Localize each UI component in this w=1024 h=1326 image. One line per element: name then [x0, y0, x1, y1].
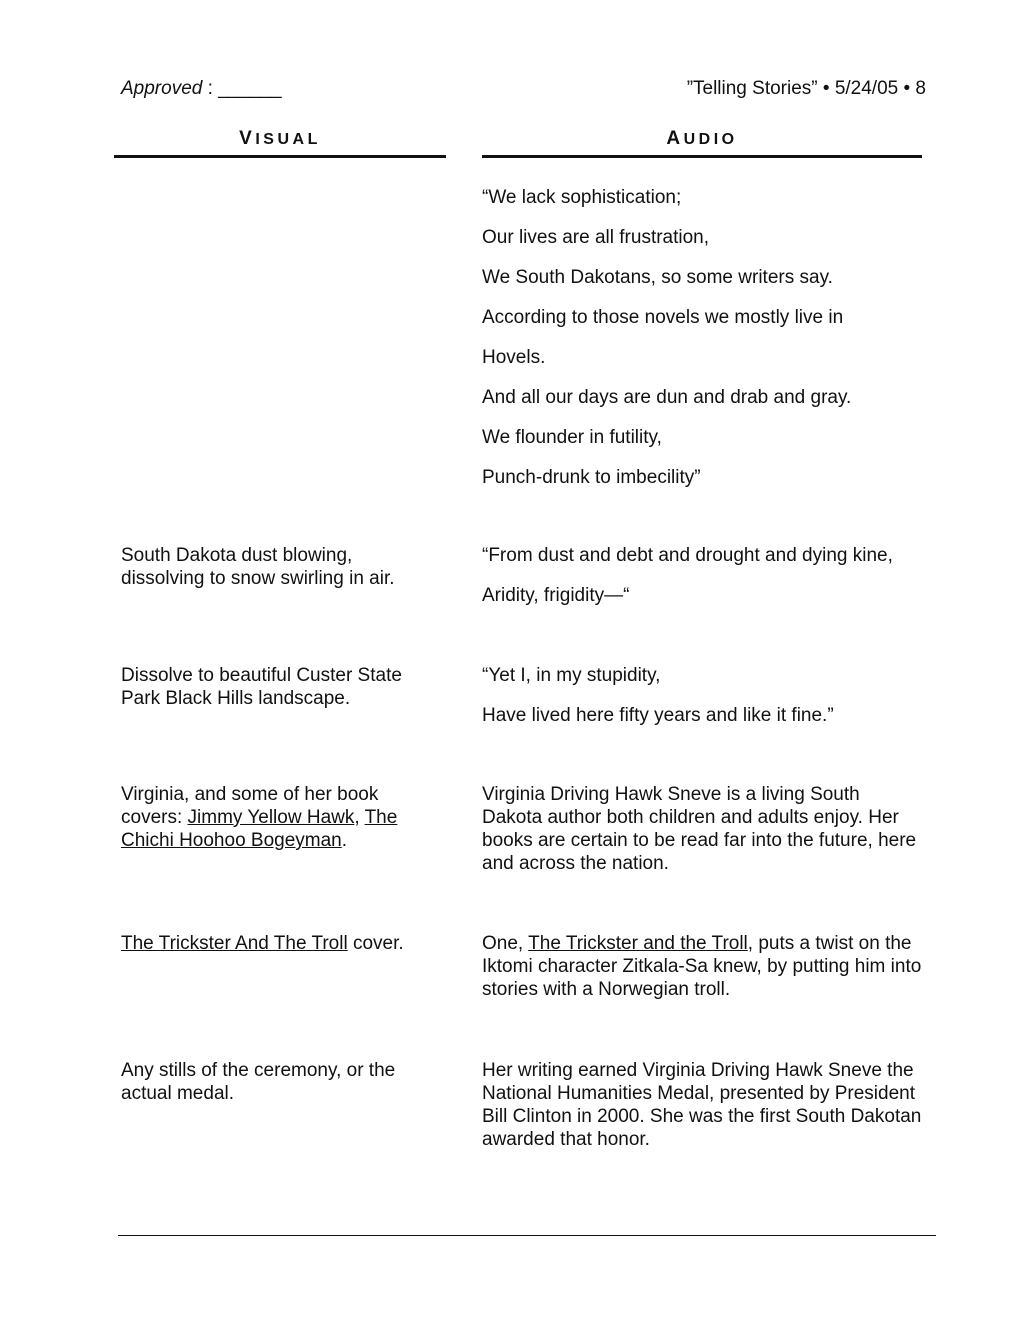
audio-heading-rule — [482, 155, 922, 158]
block2-visual: South Dakota dust blowing, dissolving to snow swirling in air. — [121, 545, 395, 589]
block2-audio — [482, 536, 922, 616]
book-title-jimmy-yellow-hawk: Jimmy Yellow Hawk — [187, 807, 355, 828]
poem-line: Punch-drunk to imbecility” — [482, 467, 701, 488]
footer-rule — [118, 1235, 936, 1236]
audio-column-heading — [482, 128, 922, 150]
approved-label: Approved — [121, 78, 203, 99]
block5-audio-text: One, — [482, 933, 529, 954]
visual-heading-rest: ISUAL — [255, 131, 321, 148]
poem-line: “We lack sophistication; — [482, 187, 682, 208]
visual-column-heading — [114, 128, 446, 150]
poem-line: Hovels. — [482, 347, 546, 368]
block4-visual-text: . — [341, 830, 348, 851]
approved-field — [121, 78, 282, 100]
book-title-trickster-and-troll: The Trickster and the Troll — [528, 933, 748, 954]
block1-audio — [482, 178, 922, 498]
poem-line: We flounder in futility, — [482, 427, 662, 448]
audio-heading-rest: UDIO — [683, 131, 738, 148]
block5-audio — [482, 932, 922, 1001]
running-head: ”Telling Stories” • 5/24/05 • 8 — [686, 78, 926, 99]
visual-heading-initial: V — [239, 128, 256, 149]
approved-separator: : — [202, 78, 219, 99]
block4-visual-text: , — [354, 807, 365, 828]
block6-audio: Her writing earned Virginia Driving Hawk Sneve the National Humanities Medal, presented by President Bill Clinton in 2000. She was the first South Dakotan awarded that honor. — [482, 1060, 922, 1150]
block3-visual: Dissolve to beautiful Custer State Park Black Hills landscape. — [121, 665, 402, 709]
block5-visual — [121, 932, 441, 955]
book-title-trickster-and-troll: The Trickster And The Troll — [121, 933, 348, 954]
block4-visual-text: Virginia, and some of her book covers: — [121, 784, 379, 828]
approved-blank: ______ — [218, 78, 282, 99]
block5-visual-text: cover. — [347, 933, 404, 954]
poem-line: “From dust and debt and drought and dying kine, — [482, 545, 893, 566]
block4-audio: Virginia Driving Hawk Sneve is a living South Dakota author both children and adults enjoy. Her books are certain to be read far into the future, here and across the nation. — [482, 784, 917, 874]
poem-line: Have lived here fifty years and like it fine.” — [482, 705, 834, 726]
poem-line: “Yet I, in my stupidity, — [482, 665, 661, 686]
poem-line: Aridity, frigidity—“ — [482, 585, 630, 606]
block6-visual: Any stills of the ceremony, or the actual medal. — [121, 1060, 396, 1104]
block3-audio — [482, 656, 922, 736]
poem-line: And all our days are dun and drab and gray. — [482, 387, 852, 408]
visual-heading-rule — [114, 155, 446, 158]
poem-line: According to those novels we mostly live in — [482, 307, 844, 328]
audio-heading-initial: A — [666, 128, 684, 149]
poem-line: Our lives are all frustration, — [482, 227, 710, 248]
poem-line: We South Dakotans, so some writers say. — [482, 267, 833, 288]
book-title-chichi-hoohoo-bogeyman: The Chichi Hoohoo Bogeyman — [121, 807, 398, 851]
block5-audio-text: , puts a twist on the Iktomi character Zitkala-Sa knew, by putting him into stories with a Norwegian troll. — [482, 933, 922, 1000]
block4-visual — [121, 783, 441, 852]
